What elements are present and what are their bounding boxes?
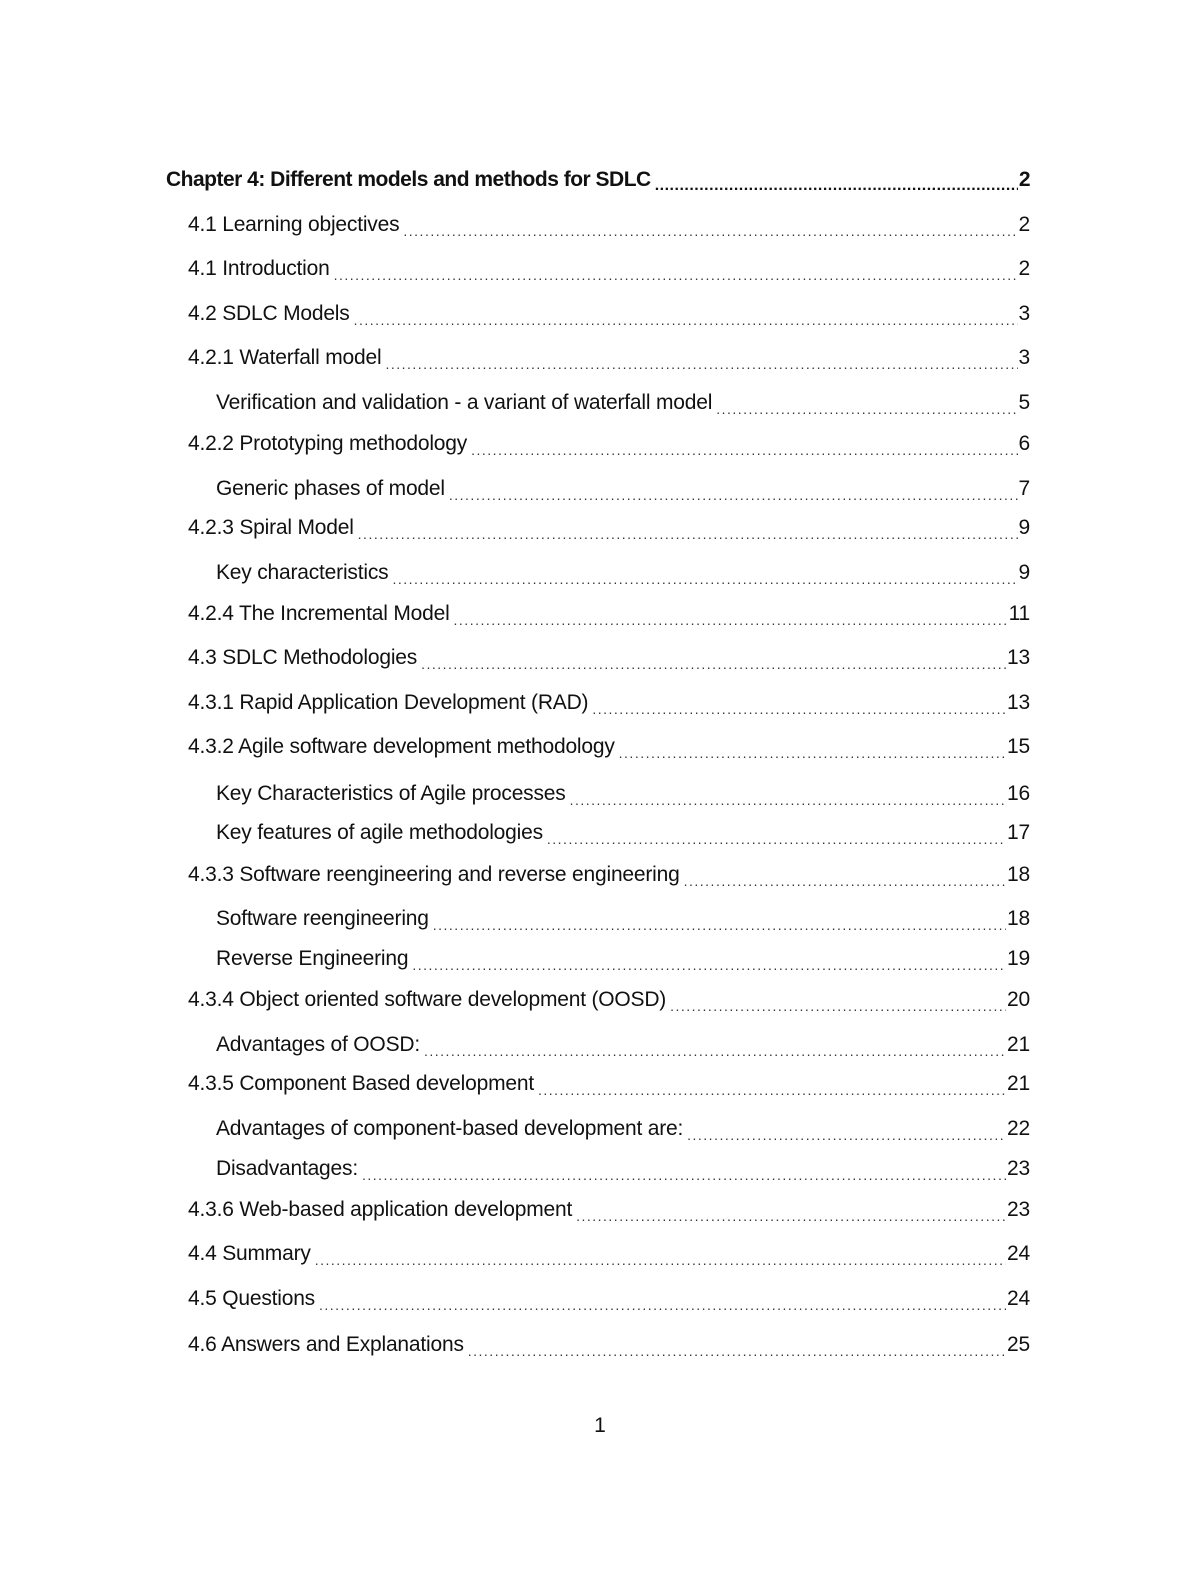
toc-entry-agile-characteristics[interactable] [216,780,1030,808]
toc-entry-title: Advantages of component-based development are: [216,1117,684,1140]
toc-entry-learning-objectives[interactable] [188,211,1030,239]
toc-entry-software-reengineering[interactable] [216,905,1030,933]
toc-entry-reverse-engineering[interactable] [216,945,1030,973]
toc-entry-title: Verification and validation - a variant of waterfall model [216,391,713,414]
toc-entry-reengineering[interactable] [188,861,1030,889]
toc-entry-questions[interactable] [188,1285,1030,1313]
toc-dot-leader [385,350,1017,372]
toc-entry-verification-validation[interactable] [216,389,1030,417]
toc-entry-introduction[interactable] [188,255,1030,283]
toc-entry-page: 9 [1018,516,1030,539]
toc-entry-page: 21 [1007,1033,1030,1056]
toc-entry-page: 2 [1018,257,1030,280]
toc-entry-agile[interactable] [188,733,1030,761]
toc-entry-oosd-advantages[interactable] [216,1031,1030,1059]
toc-dot-leader [454,606,1008,628]
toc-entry-title: Key Characteristics of Agile processes [216,782,566,805]
toc-entry-page: 25 [1007,1333,1030,1356]
toc-entry-page: 11 [1008,602,1030,625]
toc-dot-leader [570,786,1006,808]
toc-dot-leader [319,1291,1006,1313]
toc-entry-title: Generic phases of model [216,477,445,500]
toc-entry-title: Software reengineering [216,907,429,930]
toc-dot-leader [670,992,1006,1014]
toc-dot-leader [592,695,1006,717]
toc-dot-leader [547,825,1006,847]
toc-entry-title: 4.2.4 The Incremental Model [188,602,450,625]
toc-entry-key-characteristics[interactable] [216,559,1030,587]
toc-dot-leader [655,172,1018,194]
toc-entry-web-based[interactable] [188,1196,1030,1224]
toc-entry-sdlc-methodologies[interactable] [188,644,1030,672]
toc-dot-leader [315,1246,1006,1268]
toc-dot-leader [403,217,1017,239]
toc-entry-spiral-model[interactable] [188,514,1030,542]
toc-dot-leader [392,565,1017,587]
toc-entry-oosd[interactable] [188,986,1030,1014]
toc-entry-page: 2 [1018,168,1030,191]
toc-dot-leader [471,436,1017,458]
toc-entry-title: 4.1 Introduction [188,257,330,280]
toc-entry-waterfall-model[interactable] [188,344,1030,372]
toc-entry-page: 5 [1018,391,1030,414]
toc-entry-page: 13 [1007,646,1030,669]
toc-entry-title: Disadvantages: [216,1157,358,1180]
toc-dot-leader [576,1202,1006,1224]
toc-entry-page: 23 [1007,1157,1030,1180]
toc-entry-page: 18 [1007,863,1030,886]
toc-entry-page: 20 [1007,988,1030,1011]
toc-dot-leader [358,520,1018,542]
toc-dot-leader [716,395,1017,417]
toc-entry-title: 4.6 Answers and Explanations [188,1333,464,1356]
toc-entry-page: 24 [1007,1242,1030,1265]
toc-entry-page: 3 [1018,302,1030,325]
toc-dot-leader [468,1337,1006,1359]
toc-dot-leader [433,911,1006,933]
toc-entry-page: 19 [1007,947,1030,970]
toc-dot-leader [449,481,1018,503]
toc-entry-agile-features[interactable] [216,819,1030,847]
toc-entry-sdlc-models[interactable] [188,300,1030,328]
toc-entry-title: 4.2.1 Waterfall model [188,346,382,369]
toc-entry-title: Reverse Engineering [216,947,409,970]
toc-dot-leader [684,867,1006,889]
toc-dot-leader [538,1076,1006,1098]
toc-entry-title: Chapter 4: Different models and methods for SDLC [166,168,651,191]
toc-dot-leader [619,739,1006,761]
page-number: 1 [594,1414,606,1437]
toc-entry-page: 3 [1018,346,1030,369]
toc-entry-chapter-4[interactable] [166,166,1030,194]
toc-dot-leader [354,306,1018,328]
toc-entry-page: 18 [1007,907,1030,930]
toc-entry-title: 4.1 Learning objectives [188,213,400,236]
toc-entry-title: 4.3 SDLC Methodologies [188,646,418,669]
toc-entry-title: 4.2.3 Spiral Model [188,516,354,539]
toc-entry-page: 24 [1007,1287,1030,1310]
toc-entry-title: 4.4 Summary [188,1242,311,1265]
toc-entry-title: Key characteristics [216,561,389,584]
toc-entry-title: Advantages of OOSD: [216,1033,420,1056]
toc-entry-title: 4.3.6 Web-based application development [188,1198,573,1221]
toc-entry-prototyping[interactable] [188,430,1030,458]
toc-entry-title: 4.2 SDLC Models [188,302,350,325]
toc-entry-page: 22 [1007,1117,1030,1140]
toc-entry-page: 13 [1007,691,1030,714]
toc-entry-answers[interactable] [188,1331,1030,1359]
toc-entry-title: 4.3.3 Software reengineering and reverse engineering [188,863,680,886]
toc-entry-title: 4.3.1 Rapid Application Development (RAD) [188,691,589,714]
toc-entry-incremental-model[interactable] [188,600,1030,628]
toc-entry-title: 4.3.4 Object oriented software development (OOSD) [188,988,667,1011]
toc-entry-page: 15 [1007,735,1030,758]
toc-entry-component-advantages[interactable] [216,1115,1030,1143]
toc-entry-title: 4.3.5 Component Based development [188,1072,534,1095]
toc-entry-title: 4.3.2 Agile software development methodology [188,735,615,758]
toc-entry-title: 4.5 Questions [188,1287,315,1310]
toc-entry-page: 2 [1018,213,1030,236]
toc-entry-page: 6 [1018,432,1030,455]
toc-dot-leader [412,951,1006,973]
toc-dot-leader [424,1037,1006,1059]
toc-entry-generic-phases[interactable] [216,475,1030,503]
toc-dot-leader [687,1121,1006,1143]
toc-entry-page: 7 [1018,477,1030,500]
toc-entry-page: 17 [1007,821,1030,844]
toc-dot-leader [334,261,1018,283]
toc-entry-page: 16 [1007,782,1030,805]
toc-entry-page: 9 [1018,561,1030,584]
toc-entry-title: 4.2.2 Prototyping methodology [188,432,468,455]
toc-entry-component-based[interactable] [188,1070,1030,1098]
toc-dot-leader [421,650,1006,672]
toc-entry-page: 21 [1007,1072,1030,1095]
toc-entry-rad[interactable] [188,689,1030,717]
toc-entry-page: 23 [1007,1198,1030,1221]
toc-entry-title: Key features of agile methodologies [216,821,543,844]
toc-dot-leader [362,1161,1006,1183]
toc-entry-disadvantages[interactable] [216,1155,1030,1183]
toc-entry-summary[interactable] [188,1240,1030,1268]
